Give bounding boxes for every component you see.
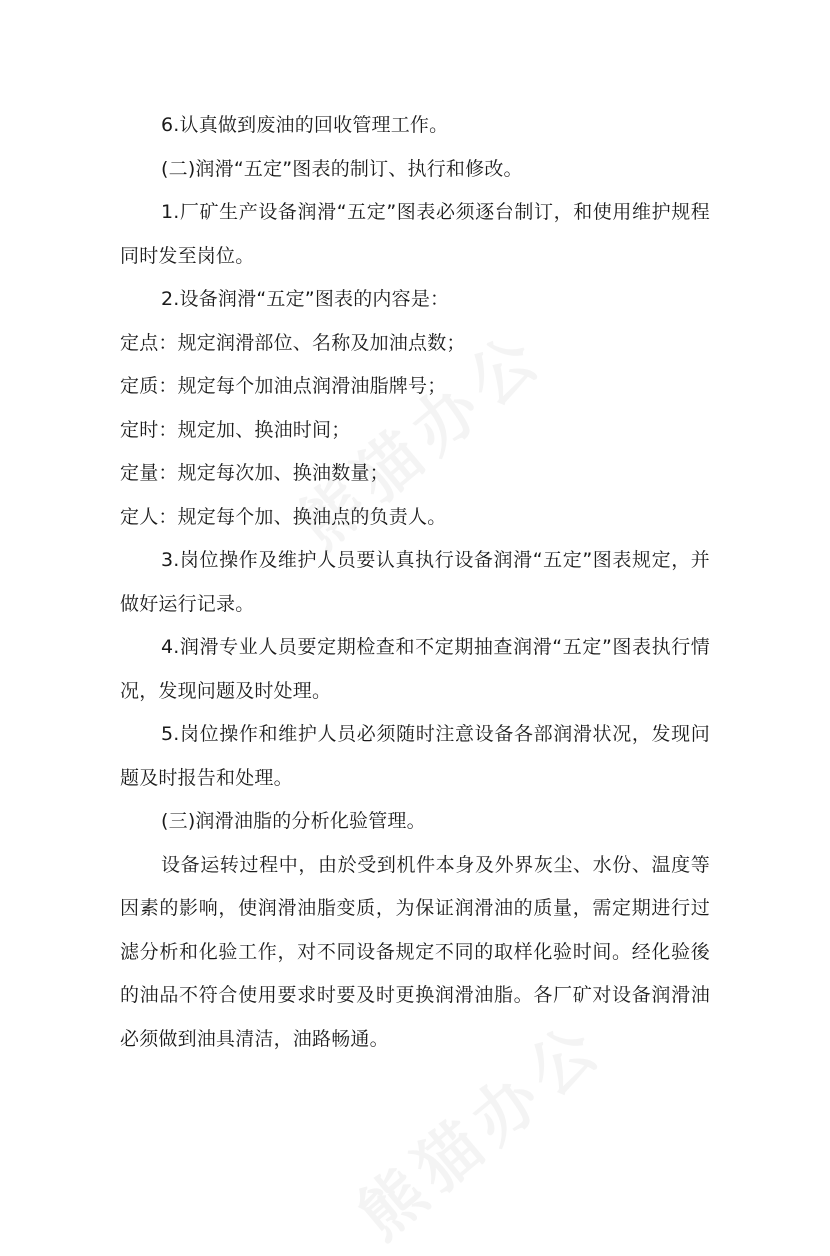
paragraph-item-5: 5.岗位操作和维护人员必须随时注意设备各部润滑状况，发现问题及时报告和处理。: [120, 723, 710, 789]
paragraph-item-4: 4.润滑专业人员要定期检查和不定期抽查润滑“五定”图表执行情况，发现问题及时处理。: [120, 636, 710, 702]
paragraph-item-1: 1.厂矿生产设备润滑“五定”图表必须逐台制订，和使用维护规程同时发至岗位。: [120, 201, 710, 267]
definition-fixed-time: 定时：规定加、换油时间；: [120, 418, 351, 441]
document-body: [120, 104, 710, 1061]
body-paragraph: 设备运转过程中，由於受到机件本身及外界灰尘、水份、温度等因素的影响，使润滑油脂变质，为保证润滑油的质量，需定期进行过滤分析和化验工作，对不同设备规定不同的取样化验时间。经化验後的油品不符合使用要求时要及时更换润滑油脂。各厂矿对设备润滑油必须做到油具清洁，油路畅通。: [120, 853, 710, 1050]
paragraph-item-3: 3.岗位操作及维护人员要认真执行设备润滑“五定”图表规定，并做好运行记录。: [120, 549, 710, 615]
definition-fixed-point: 定点：规定润滑部位、名称及加油点数；: [120, 331, 466, 354]
paragraph-item-6: 6.认真做到废油的回收管理工作。: [161, 114, 449, 136]
definition-fixed-person: 定人：规定每个加、换油点的负责人。: [120, 505, 447, 528]
section-heading-3: (三)润滑油脂的分析化验管理。: [161, 810, 426, 832]
section-heading-2: (二)润滑“五定”图表的制订、执行和修改。: [161, 157, 523, 180]
definition-fixed-quantity: 定量：规定每次加、换油数量；: [120, 462, 389, 484]
definition-fixed-quality: 定质：规定每个加油点润滑油脂牌号；: [120, 375, 447, 397]
paragraph-item-2: 2.设备润滑“五定”图表的内容是：: [161, 288, 450, 310]
